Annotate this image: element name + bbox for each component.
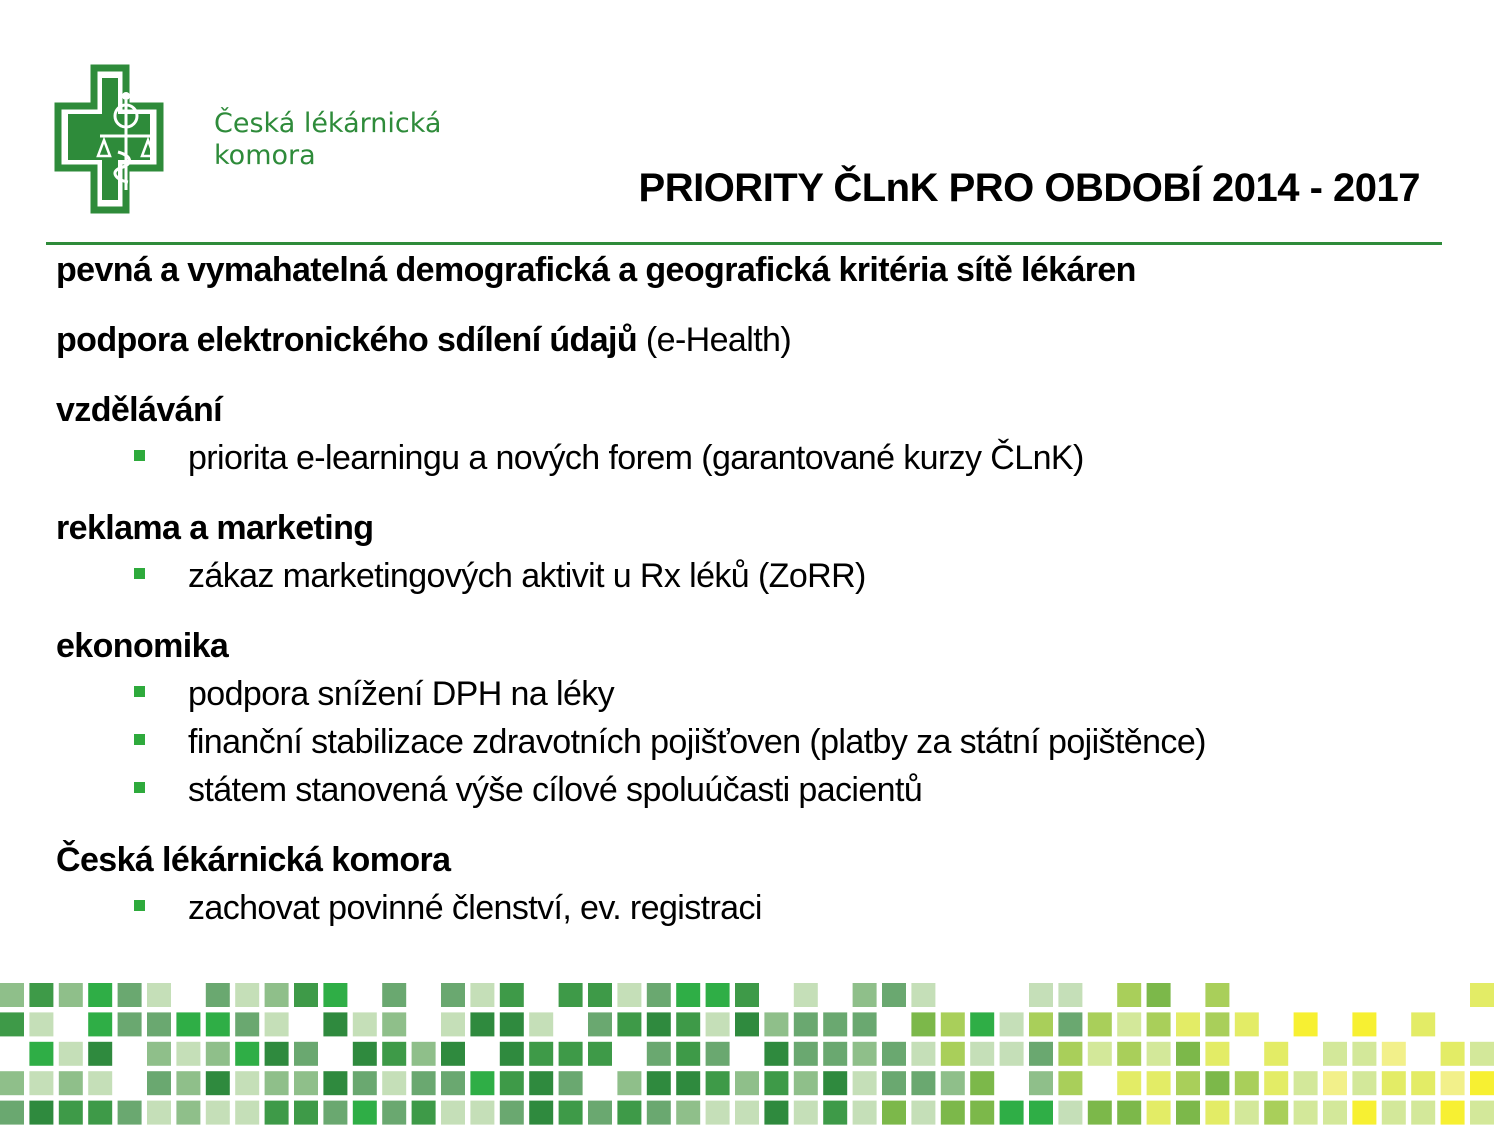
mosaic-tile xyxy=(265,983,289,1007)
mosaic-tile xyxy=(1058,1042,1082,1066)
mosaic-tile xyxy=(1058,983,1082,1007)
mosaic-tile xyxy=(588,983,612,1007)
mosaic-tile xyxy=(1294,1012,1318,1036)
mosaic-tile xyxy=(911,1012,935,1036)
mosaic-tile xyxy=(1382,1101,1406,1125)
mosaic-tile xyxy=(911,1071,935,1095)
mosaic-tile xyxy=(794,983,818,1007)
mosaic-tile xyxy=(706,1042,730,1066)
mosaic-tile xyxy=(617,1101,641,1125)
mosaic-tile xyxy=(382,1042,406,1066)
mosaic-tile xyxy=(0,1012,24,1036)
mosaic-tile xyxy=(147,1042,171,1066)
mosaic-tile xyxy=(823,1101,847,1125)
section-heading: ekonomika xyxy=(56,627,229,665)
mosaic-tile xyxy=(206,1101,230,1125)
logo-text-line-2: komora xyxy=(214,140,316,171)
mosaic-tile xyxy=(1411,1012,1435,1036)
mosaic-tile xyxy=(88,1071,112,1095)
priority-section-economy xyxy=(56,622,1476,814)
mosaic-tile xyxy=(735,1012,759,1036)
section-heading: vzdělávání xyxy=(56,391,222,429)
mosaic-tile xyxy=(676,1012,700,1036)
mosaic-tile xyxy=(206,1071,230,1095)
mosaic-tile xyxy=(176,1101,200,1125)
mosaic-tile xyxy=(294,1071,318,1095)
mosaic-tile xyxy=(676,1101,700,1125)
mosaic-tile xyxy=(529,1101,553,1125)
mosaic-tile xyxy=(1352,1042,1376,1066)
mosaic-tile xyxy=(970,1071,994,1095)
mosaic-tile xyxy=(1352,1071,1376,1095)
mosaic-tile xyxy=(500,983,524,1007)
mosaic-tile xyxy=(470,983,494,1007)
mosaic-tile xyxy=(735,1071,759,1095)
mosaic-tile xyxy=(823,1012,847,1036)
mosaic-tile xyxy=(88,1012,112,1036)
mosaic-tile xyxy=(617,1071,641,1095)
mosaic-tile xyxy=(294,1101,318,1125)
mosaic-tile xyxy=(323,1071,347,1095)
mosaic-tile xyxy=(588,1101,612,1125)
mosaic-tile xyxy=(147,1071,171,1095)
mosaic-tile xyxy=(235,1101,259,1125)
mosaic-tile xyxy=(735,1101,759,1125)
mosaic-tile xyxy=(59,983,83,1007)
mosaic-tile xyxy=(382,1071,406,1095)
mosaic-tile xyxy=(0,983,24,1007)
mosaic-tile xyxy=(88,1042,112,1066)
mosaic-tile xyxy=(1088,1101,1112,1125)
mosaic-tile xyxy=(941,1071,965,1095)
mosaic-tile xyxy=(647,1042,671,1066)
mosaic-tile xyxy=(500,1042,524,1066)
mosaic-tile xyxy=(559,1042,583,1066)
mosaic-tile xyxy=(235,1071,259,1095)
mosaic-tile xyxy=(823,1042,847,1066)
mosaic-tile xyxy=(382,1012,406,1036)
mosaic-tile xyxy=(147,1101,171,1125)
mosaic-tile xyxy=(235,983,259,1007)
mosaic-tile xyxy=(1470,1071,1494,1095)
mosaic-tile xyxy=(88,983,112,1007)
mosaic-tile xyxy=(529,1042,553,1066)
bullet-square-icon xyxy=(134,734,145,745)
mosaic-tile xyxy=(911,983,935,1007)
mosaic-tile xyxy=(1470,1042,1494,1066)
mosaic-tile xyxy=(176,1042,200,1066)
mosaic-tile xyxy=(529,1071,553,1095)
mosaic-tile xyxy=(59,1042,83,1066)
title-divider xyxy=(46,242,1442,245)
mosaic-tile xyxy=(1441,1101,1465,1125)
mosaic-tile xyxy=(500,1071,524,1095)
mosaic-tile xyxy=(882,1071,906,1095)
mosaic-tile xyxy=(970,1042,994,1066)
logo-text-line-1: Česká lékárnická xyxy=(214,108,442,139)
mosaic-tile xyxy=(118,1101,142,1125)
mosaic-tile xyxy=(1235,1012,1259,1036)
mosaic-tile xyxy=(265,1042,289,1066)
mosaic-tile xyxy=(29,1071,53,1095)
list-item: finanční stabilizace zdravotních pojišťoven (platby za státní pojištěnce) xyxy=(56,718,1476,766)
mosaic-tile xyxy=(1411,1071,1435,1095)
mosaic-tile xyxy=(235,1042,259,1066)
mosaic-tile xyxy=(118,983,142,1007)
mosaic-tile xyxy=(353,1012,377,1036)
bullet-square-icon xyxy=(134,568,145,579)
mosaic-tile xyxy=(853,1012,877,1036)
mosaic-tile xyxy=(1205,1042,1229,1066)
mosaic-tile xyxy=(412,1042,436,1066)
mosaic-tile xyxy=(59,1101,83,1125)
page-title: PRIORITY ČLnK PRO OBDOBÍ 2014 - 2017 xyxy=(638,166,1420,210)
mosaic-tile xyxy=(1470,983,1494,1007)
mosaic-tile xyxy=(853,1101,877,1125)
mosaic-tile xyxy=(1470,1101,1494,1125)
mosaic-tile xyxy=(1117,1042,1141,1066)
decorative-mosaic-footer xyxy=(0,975,1500,1125)
mosaic-tile xyxy=(294,1042,318,1066)
mosaic-tile xyxy=(882,1101,906,1125)
bullet-square-icon xyxy=(134,782,145,793)
mosaic-tile xyxy=(794,1101,818,1125)
mosaic-tile xyxy=(1352,1012,1376,1036)
mosaic-tile xyxy=(706,1071,730,1095)
section-heading: pevná a vymahatelná demografická a geografická kritéria sítě lékáren xyxy=(56,251,1136,289)
mosaic-tile xyxy=(1264,1071,1288,1095)
mosaic-tile xyxy=(176,1012,200,1036)
mosaic-tile xyxy=(1147,1012,1171,1036)
mosaic-tile xyxy=(794,1042,818,1066)
mosaic-tile xyxy=(441,1042,465,1066)
mosaic-tile xyxy=(1147,1071,1171,1095)
mosaic-tile xyxy=(647,1012,671,1036)
mosaic-tile xyxy=(1411,1101,1435,1125)
mosaic-tile xyxy=(470,1071,494,1095)
mosaic-tile xyxy=(764,1101,788,1125)
mosaic-tile xyxy=(1117,1101,1141,1125)
mosaic-tile xyxy=(1323,1071,1347,1095)
mosaic-tile xyxy=(1117,1012,1141,1036)
mosaic-tile xyxy=(265,1071,289,1095)
mosaic-tile xyxy=(617,1012,641,1036)
mosaic-tile xyxy=(1088,1012,1112,1036)
mosaic-tile xyxy=(1382,1071,1406,1095)
section-heading: Česká lékárnická komora xyxy=(56,841,451,879)
mosaic-tile xyxy=(882,1042,906,1066)
list-item: státem stanovená výše cílové spoluúčasti pacientů xyxy=(56,766,1476,814)
mosaic-tile xyxy=(0,1101,24,1125)
mosaic-tile xyxy=(559,1101,583,1125)
mosaic-tile xyxy=(29,1042,53,1066)
mosaic-tile xyxy=(1000,1042,1024,1066)
mosaic-tile xyxy=(500,1012,524,1036)
mosaic-tile xyxy=(1000,1012,1024,1036)
mosaic-tile xyxy=(647,1101,671,1125)
mosaic-tile xyxy=(1176,1101,1200,1125)
mosaic-tile xyxy=(1029,1012,1053,1036)
mosaic-tile xyxy=(1147,1042,1171,1066)
mosaic-tile xyxy=(118,1012,142,1036)
mosaic-tile xyxy=(559,1071,583,1095)
mosaic-tile xyxy=(1029,983,1053,1007)
section-heading: reklama a marketing xyxy=(56,509,374,547)
mosaic-tile xyxy=(970,1101,994,1125)
mosaic-tile xyxy=(706,983,730,1007)
mosaic-tile xyxy=(1000,1101,1024,1125)
mosaic-tile xyxy=(353,1101,377,1125)
mosaic-tile xyxy=(29,1012,53,1036)
mosaic-tile xyxy=(853,1071,877,1095)
mosaic-tile xyxy=(1323,1101,1347,1125)
mosaic-tile xyxy=(588,1042,612,1066)
mosaic-tile xyxy=(794,1012,818,1036)
mosaic-tile xyxy=(1029,1042,1053,1066)
bullet-square-icon xyxy=(134,686,145,697)
mosaic-tile xyxy=(1205,1071,1229,1095)
mosaic-tile xyxy=(29,1101,53,1125)
logo-text xyxy=(214,108,441,172)
mosaic-tile xyxy=(1294,1071,1318,1095)
mosaic-tile xyxy=(941,1101,965,1125)
mosaic-tile xyxy=(1147,983,1171,1007)
mosaic-tile xyxy=(206,983,230,1007)
mosaic-tile xyxy=(441,1071,465,1095)
mosaic-tile xyxy=(0,1071,24,1095)
mosaic-tile xyxy=(911,1101,935,1125)
mosaic-tile xyxy=(647,1071,671,1095)
mosaic-tile xyxy=(1088,1042,1112,1066)
mosaic-tile xyxy=(588,1012,612,1036)
mosaic-tile xyxy=(706,1012,730,1036)
priority-section-network xyxy=(56,246,1476,294)
list-item: zachovat povinné členství, ev. registraci xyxy=(56,884,1476,932)
section-heading-suffix: (e-Health) xyxy=(637,321,792,359)
mosaic-tile xyxy=(1264,1101,1288,1125)
mosaic-tile xyxy=(1382,1042,1406,1066)
mosaic-tile xyxy=(559,983,583,1007)
mosaic-tile xyxy=(941,1012,965,1036)
mosaic-tile xyxy=(853,983,877,1007)
mosaic-tile xyxy=(147,983,171,1007)
mosaic-tile xyxy=(1029,1071,1053,1095)
mosaic-tile xyxy=(1235,1071,1259,1095)
mosaic-tile xyxy=(382,983,406,1007)
mosaic-tile xyxy=(470,1101,494,1125)
mosaic-tile xyxy=(1176,1012,1200,1036)
mosaic-tile xyxy=(1029,1101,1053,1125)
mosaic-tile xyxy=(88,1101,112,1125)
mosaic-tile xyxy=(1058,1012,1082,1036)
mosaic-tile xyxy=(1441,1071,1465,1095)
mosaic-tile xyxy=(1058,1071,1082,1095)
mosaic-tile xyxy=(1264,1042,1288,1066)
mosaic-tile xyxy=(441,983,465,1007)
mosaic-tile xyxy=(1176,1071,1200,1095)
mosaic-tile xyxy=(529,1012,553,1036)
mosaic-tile xyxy=(470,1012,494,1036)
section-heading: podpora elektronického sdílení údajů (e-Health) xyxy=(56,321,792,359)
list-item: zákaz marketingových aktivit u Rx léků (ZoRR) xyxy=(56,552,1476,600)
mosaic-tile xyxy=(441,1012,465,1036)
mosaic-tile xyxy=(970,1012,994,1036)
mosaic-tile xyxy=(1205,1012,1229,1036)
mosaic-tile xyxy=(676,1071,700,1095)
mosaic-tile xyxy=(1294,1101,1318,1125)
mosaic-tile xyxy=(1205,983,1229,1007)
list-item: priorita e-learningu a nových forem (garantované kurzy ČLnK) xyxy=(56,434,1476,482)
mosaic-tile xyxy=(206,1042,230,1066)
mosaic-tile xyxy=(59,1071,83,1095)
priority-section-ehealth xyxy=(56,316,1476,364)
mosaic-tile xyxy=(235,1012,259,1036)
mosaic-tile xyxy=(323,983,347,1007)
mosaic-tile xyxy=(911,1042,935,1066)
mosaic-tile xyxy=(941,1042,965,1066)
mosaic-tile xyxy=(794,1071,818,1095)
priority-section-education xyxy=(56,386,1476,482)
mosaic-tile xyxy=(265,1101,289,1125)
mosaic-tile xyxy=(441,1101,465,1125)
mosaic-tile xyxy=(1441,1042,1465,1066)
mosaic-tile xyxy=(147,1012,171,1036)
priority-list xyxy=(56,246,1476,932)
bullet-square-icon xyxy=(134,900,145,911)
mosaic-tile xyxy=(412,1101,436,1125)
mosaic-tile xyxy=(1323,1042,1347,1066)
mosaic-tile xyxy=(323,1101,347,1125)
mosaic-tile xyxy=(353,1042,377,1066)
list-item: podpora snížení DPH na léky xyxy=(56,670,1476,718)
mosaic-tile xyxy=(676,1042,700,1066)
mosaic-tile xyxy=(764,1071,788,1095)
mosaic-tile xyxy=(882,983,906,1007)
mosaic-tile xyxy=(676,983,700,1007)
mosaic-tile xyxy=(29,983,53,1007)
mosaic-tile xyxy=(1352,1101,1376,1125)
mosaic-tile xyxy=(1205,1101,1229,1125)
priority-section-marketing xyxy=(56,504,1476,600)
mosaic-tile xyxy=(500,1101,524,1125)
mosaic-tile xyxy=(823,1071,847,1095)
mosaic-tile xyxy=(735,983,759,1007)
mosaic-tile xyxy=(323,1012,347,1036)
mosaic-tile xyxy=(706,1101,730,1125)
mosaic-tile xyxy=(1235,1101,1259,1125)
mosaic-tile xyxy=(1117,1071,1141,1095)
mosaic-tile xyxy=(1176,1042,1200,1066)
mosaic-tile xyxy=(647,983,671,1007)
mosaic-tile xyxy=(1058,1101,1082,1125)
mosaic-tile xyxy=(265,1012,289,1036)
mosaic-tile xyxy=(294,983,318,1007)
mosaic-tile xyxy=(206,1012,230,1036)
mosaic-tile xyxy=(382,1101,406,1125)
mosaic-tile xyxy=(176,1071,200,1095)
mosaic-tile xyxy=(1147,1101,1171,1125)
bullet-square-icon xyxy=(134,450,145,461)
priority-section-chamber xyxy=(56,836,1476,932)
mosaic-tile xyxy=(353,1071,377,1095)
mosaic-tile xyxy=(412,1071,436,1095)
mosaic-tile xyxy=(1117,983,1141,1007)
mosaic-tile xyxy=(853,1042,877,1066)
mosaic-tile xyxy=(764,1012,788,1036)
mosaic-tile xyxy=(617,983,641,1007)
mosaic-tile xyxy=(764,1042,788,1066)
pharmacy-cross-logo-icon xyxy=(54,64,166,219)
